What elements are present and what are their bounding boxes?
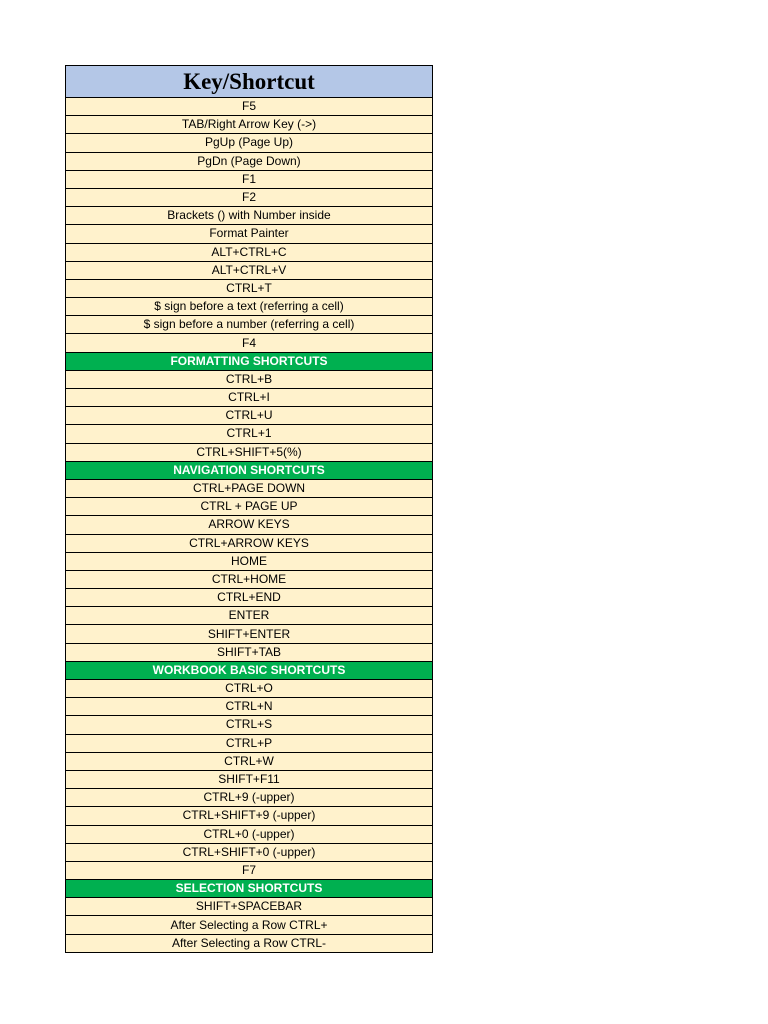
table-row (66, 152, 433, 170)
table-row (66, 407, 433, 425)
shortcut-cell: CTRL+U (66, 407, 433, 425)
shortcut-cell: CTRL+9 (-upper) (66, 789, 433, 807)
shortcut-cell: F5 (66, 98, 433, 116)
shortcut-cell: CTRL+I (66, 389, 433, 407)
shortcut-cell: F7 (66, 861, 433, 879)
table-row (66, 825, 433, 843)
table-row (66, 370, 433, 388)
shortcut-cell: PgDn (Page Down) (66, 152, 433, 170)
table-row (66, 698, 433, 716)
table-row (66, 261, 433, 279)
table-row (66, 534, 433, 552)
shortcut-cell: Format Painter (66, 225, 433, 243)
table-row (66, 498, 433, 516)
table-row (66, 607, 433, 625)
section-header-cell: FORMATTING SHORTCUTS (66, 352, 433, 370)
table-row (66, 843, 433, 861)
table-row (66, 443, 433, 461)
shortcut-cell: CTRL+SHIFT+9 (-upper) (66, 807, 433, 825)
table-row (66, 225, 433, 243)
table-row (66, 170, 433, 188)
shortcut-cell: CTRL+HOME (66, 570, 433, 588)
table-row (66, 770, 433, 788)
table-row (66, 134, 433, 152)
table-row (66, 479, 433, 497)
shortcut-table (65, 65, 433, 953)
section-header-row (66, 352, 433, 370)
table-row (66, 589, 433, 607)
section-header-row (66, 880, 433, 898)
table-row (66, 552, 433, 570)
table-row (66, 643, 433, 661)
shortcut-cell: CTRL+END (66, 589, 433, 607)
table-row (66, 98, 433, 116)
section-header-row (66, 661, 433, 679)
table-row (66, 789, 433, 807)
shortcut-cell: F1 (66, 170, 433, 188)
shortcut-cell: CTRL+N (66, 698, 433, 716)
shortcut-cell: ARROW KEYS (66, 516, 433, 534)
section-header-cell: NAVIGATION SHORTCUTS (66, 461, 433, 479)
section-header-row (66, 461, 433, 479)
table-row (66, 425, 433, 443)
shortcut-table-body (66, 66, 433, 953)
shortcut-cell: CTRL+1 (66, 425, 433, 443)
shortcut-cell: SHIFT+F11 (66, 770, 433, 788)
table-row (66, 934, 433, 952)
table-row (66, 716, 433, 734)
table-row (66, 207, 433, 225)
table-row (66, 680, 433, 698)
table-row (66, 734, 433, 752)
shortcut-cell: CTRL+T (66, 279, 433, 297)
shortcut-cell: $ sign before a number (referring a cell) (66, 316, 433, 334)
table-row (66, 334, 433, 352)
table-row (66, 243, 433, 261)
shortcut-cell: HOME (66, 552, 433, 570)
shortcut-cell: CTRL+0 (-upper) (66, 825, 433, 843)
shortcut-cell: CTRL+PAGE DOWN (66, 479, 433, 497)
table-row (66, 298, 433, 316)
table-row (66, 625, 433, 643)
section-header-cell: WORKBOOK BASIC SHORTCUTS (66, 661, 433, 679)
shortcut-cell: After Selecting a Row CTRL+ (66, 916, 433, 934)
table-row (66, 898, 433, 916)
table-row (66, 570, 433, 588)
shortcut-cell: ALT+CTRL+V (66, 261, 433, 279)
table-row (66, 116, 433, 134)
shortcut-cell: CTRL + PAGE UP (66, 498, 433, 516)
shortcut-cell: TAB/Right Arrow Key (->) (66, 116, 433, 134)
table-row (66, 188, 433, 206)
table-header-row (66, 66, 433, 98)
table-row (66, 389, 433, 407)
shortcut-cell: PgUp (Page Up) (66, 134, 433, 152)
shortcut-cell: SHIFT+TAB (66, 643, 433, 661)
table-row (66, 316, 433, 334)
shortcut-cell: SHIFT+SPACEBAR (66, 898, 433, 916)
table-row (66, 516, 433, 534)
shortcut-cell: Brackets () with Number inside (66, 207, 433, 225)
shortcut-cell: ENTER (66, 607, 433, 625)
table-header: Key/Shortcut (66, 66, 433, 98)
shortcut-cell: SHIFT+ENTER (66, 625, 433, 643)
shortcut-cell: CTRL+O (66, 680, 433, 698)
shortcut-cell: CTRL+W (66, 752, 433, 770)
shortcut-cell: CTRL+ARROW KEYS (66, 534, 433, 552)
shortcut-cell: CTRL+SHIFT+0 (-upper) (66, 843, 433, 861)
shortcut-cell: CTRL+SHIFT+5(%) (66, 443, 433, 461)
shortcut-cell: F2 (66, 188, 433, 206)
shortcut-cell: CTRL+B (66, 370, 433, 388)
table-row (66, 861, 433, 879)
table-row (66, 807, 433, 825)
shortcut-cell: F4 (66, 334, 433, 352)
shortcut-cell: After Selecting a Row CTRL- (66, 934, 433, 952)
shortcut-cell: CTRL+P (66, 734, 433, 752)
table-row (66, 279, 433, 297)
shortcut-cell: CTRL+S (66, 716, 433, 734)
table-row (66, 752, 433, 770)
shortcut-cell: ALT+CTRL+C (66, 243, 433, 261)
table-row (66, 916, 433, 934)
section-header-cell: SELECTION SHORTCUTS (66, 880, 433, 898)
shortcut-cell: $ sign before a text (referring a cell) (66, 298, 433, 316)
